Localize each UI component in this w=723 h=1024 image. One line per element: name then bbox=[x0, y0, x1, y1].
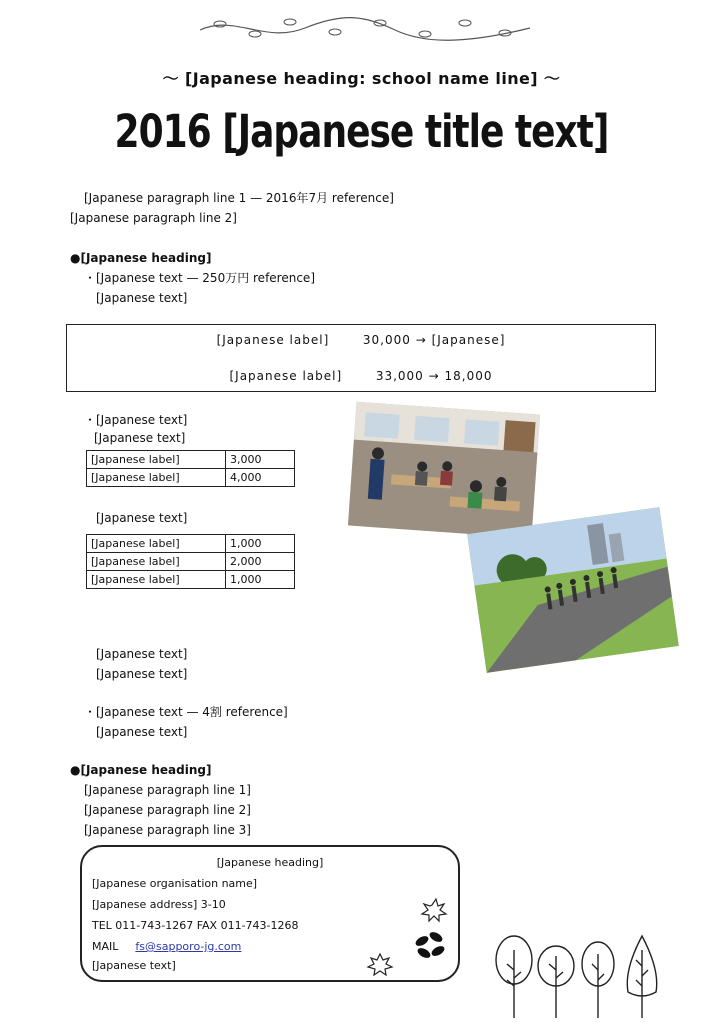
page-title: 2016 [Japanese title text] bbox=[114, 106, 609, 159]
fee-value: 3,000 bbox=[226, 451, 295, 469]
fee-label: [Japanese label] bbox=[87, 451, 226, 469]
tuition-value: 33,000 → 18,000 bbox=[375, 369, 493, 383]
fee-label: [Japanese label] bbox=[87, 553, 226, 571]
contact-mail-row bbox=[92, 940, 241, 953]
entrance-fee-value: 30,000 → [Japanese] bbox=[362, 333, 506, 347]
entrance-costs-table bbox=[86, 450, 295, 487]
contact-org: [Japanese organisation name] bbox=[92, 877, 258, 890]
remarks-line-1: [Japanese paragraph line 1] bbox=[84, 783, 251, 797]
method-line-1: ・[Japanese text — 250万円 reference] bbox=[84, 271, 315, 285]
fee-label: [Japanese label] bbox=[87, 571, 226, 589]
intro-line-2: [Japanese paragraph line 2] bbox=[70, 211, 237, 225]
monthly-costs-heading: [Japanese text] bbox=[96, 511, 188, 525]
flower-small-icon bbox=[360, 950, 400, 980]
method-line-2: [Japanese text] bbox=[96, 291, 188, 305]
table-row bbox=[87, 553, 295, 571]
limit-line-2: [Japanese text] bbox=[96, 725, 188, 739]
classroom-photo bbox=[348, 402, 540, 539]
monthly-costs-table bbox=[86, 534, 295, 589]
fee-value: 2,000 bbox=[226, 553, 295, 571]
method-heading: ●[Japanese heading] bbox=[70, 251, 212, 265]
reduction-row-entrance bbox=[67, 333, 655, 347]
table-row bbox=[87, 535, 295, 553]
expenses-note: ・[Japanese text] bbox=[84, 413, 188, 427]
classroom-illustration bbox=[348, 402, 540, 539]
outdoor-walk-photo bbox=[467, 507, 679, 673]
reduction-box bbox=[66, 324, 656, 392]
fee-label: [Japanese label] bbox=[87, 535, 226, 553]
remarks-heading: ●[Japanese heading] bbox=[70, 763, 212, 777]
remarks-line-3: [Japanese paragraph line 3] bbox=[84, 823, 251, 837]
other-costs-text: [Japanese text] bbox=[96, 667, 188, 681]
contact-address: [Japanese address] 3-10 bbox=[92, 898, 226, 911]
contact-box bbox=[80, 845, 460, 982]
table-row bbox=[87, 571, 295, 589]
remarks-line-2: [Japanese paragraph line 2] bbox=[84, 803, 251, 817]
mail-label: MAIL bbox=[92, 940, 119, 953]
reduction-row-tuition bbox=[67, 369, 655, 383]
contact-phone: TEL 011-743-1267 FAX 011-743-1268 bbox=[92, 919, 299, 932]
outdoor-walk-illustration bbox=[467, 507, 679, 673]
email-link[interactable]: fs@sapporo-jg.com bbox=[135, 940, 242, 953]
fee-label: [Japanese label] bbox=[87, 469, 226, 487]
other-costs-heading: [Japanese text] bbox=[96, 647, 188, 661]
entrance-costs-heading: [Japanese text] bbox=[94, 431, 186, 445]
entrance-fee-label: [Japanese label] bbox=[216, 333, 330, 347]
table-row bbox=[87, 451, 295, 469]
intro-line-1: [Japanese paragraph line 1 — 2016年7月 reference] bbox=[84, 191, 394, 205]
trees-illustration bbox=[492, 930, 672, 1020]
contact-heading: [Japanese heading] bbox=[216, 856, 324, 869]
fee-value: 4,000 bbox=[226, 469, 295, 487]
fee-value: 1,000 bbox=[226, 535, 295, 553]
contact-staff: [Japanese text] bbox=[92, 959, 176, 972]
table-row bbox=[87, 469, 295, 487]
flower-decoration bbox=[402, 897, 462, 977]
tuition-label: [Japanese label] bbox=[229, 369, 343, 383]
fee-value: 1,000 bbox=[226, 571, 295, 589]
school-name-heading: 〜 [Japanese heading: school name line] 〜 bbox=[162, 69, 561, 88]
vine-ornament bbox=[195, 14, 535, 42]
limit-line-1: ・[Japanese text — 4割 reference] bbox=[84, 705, 288, 719]
